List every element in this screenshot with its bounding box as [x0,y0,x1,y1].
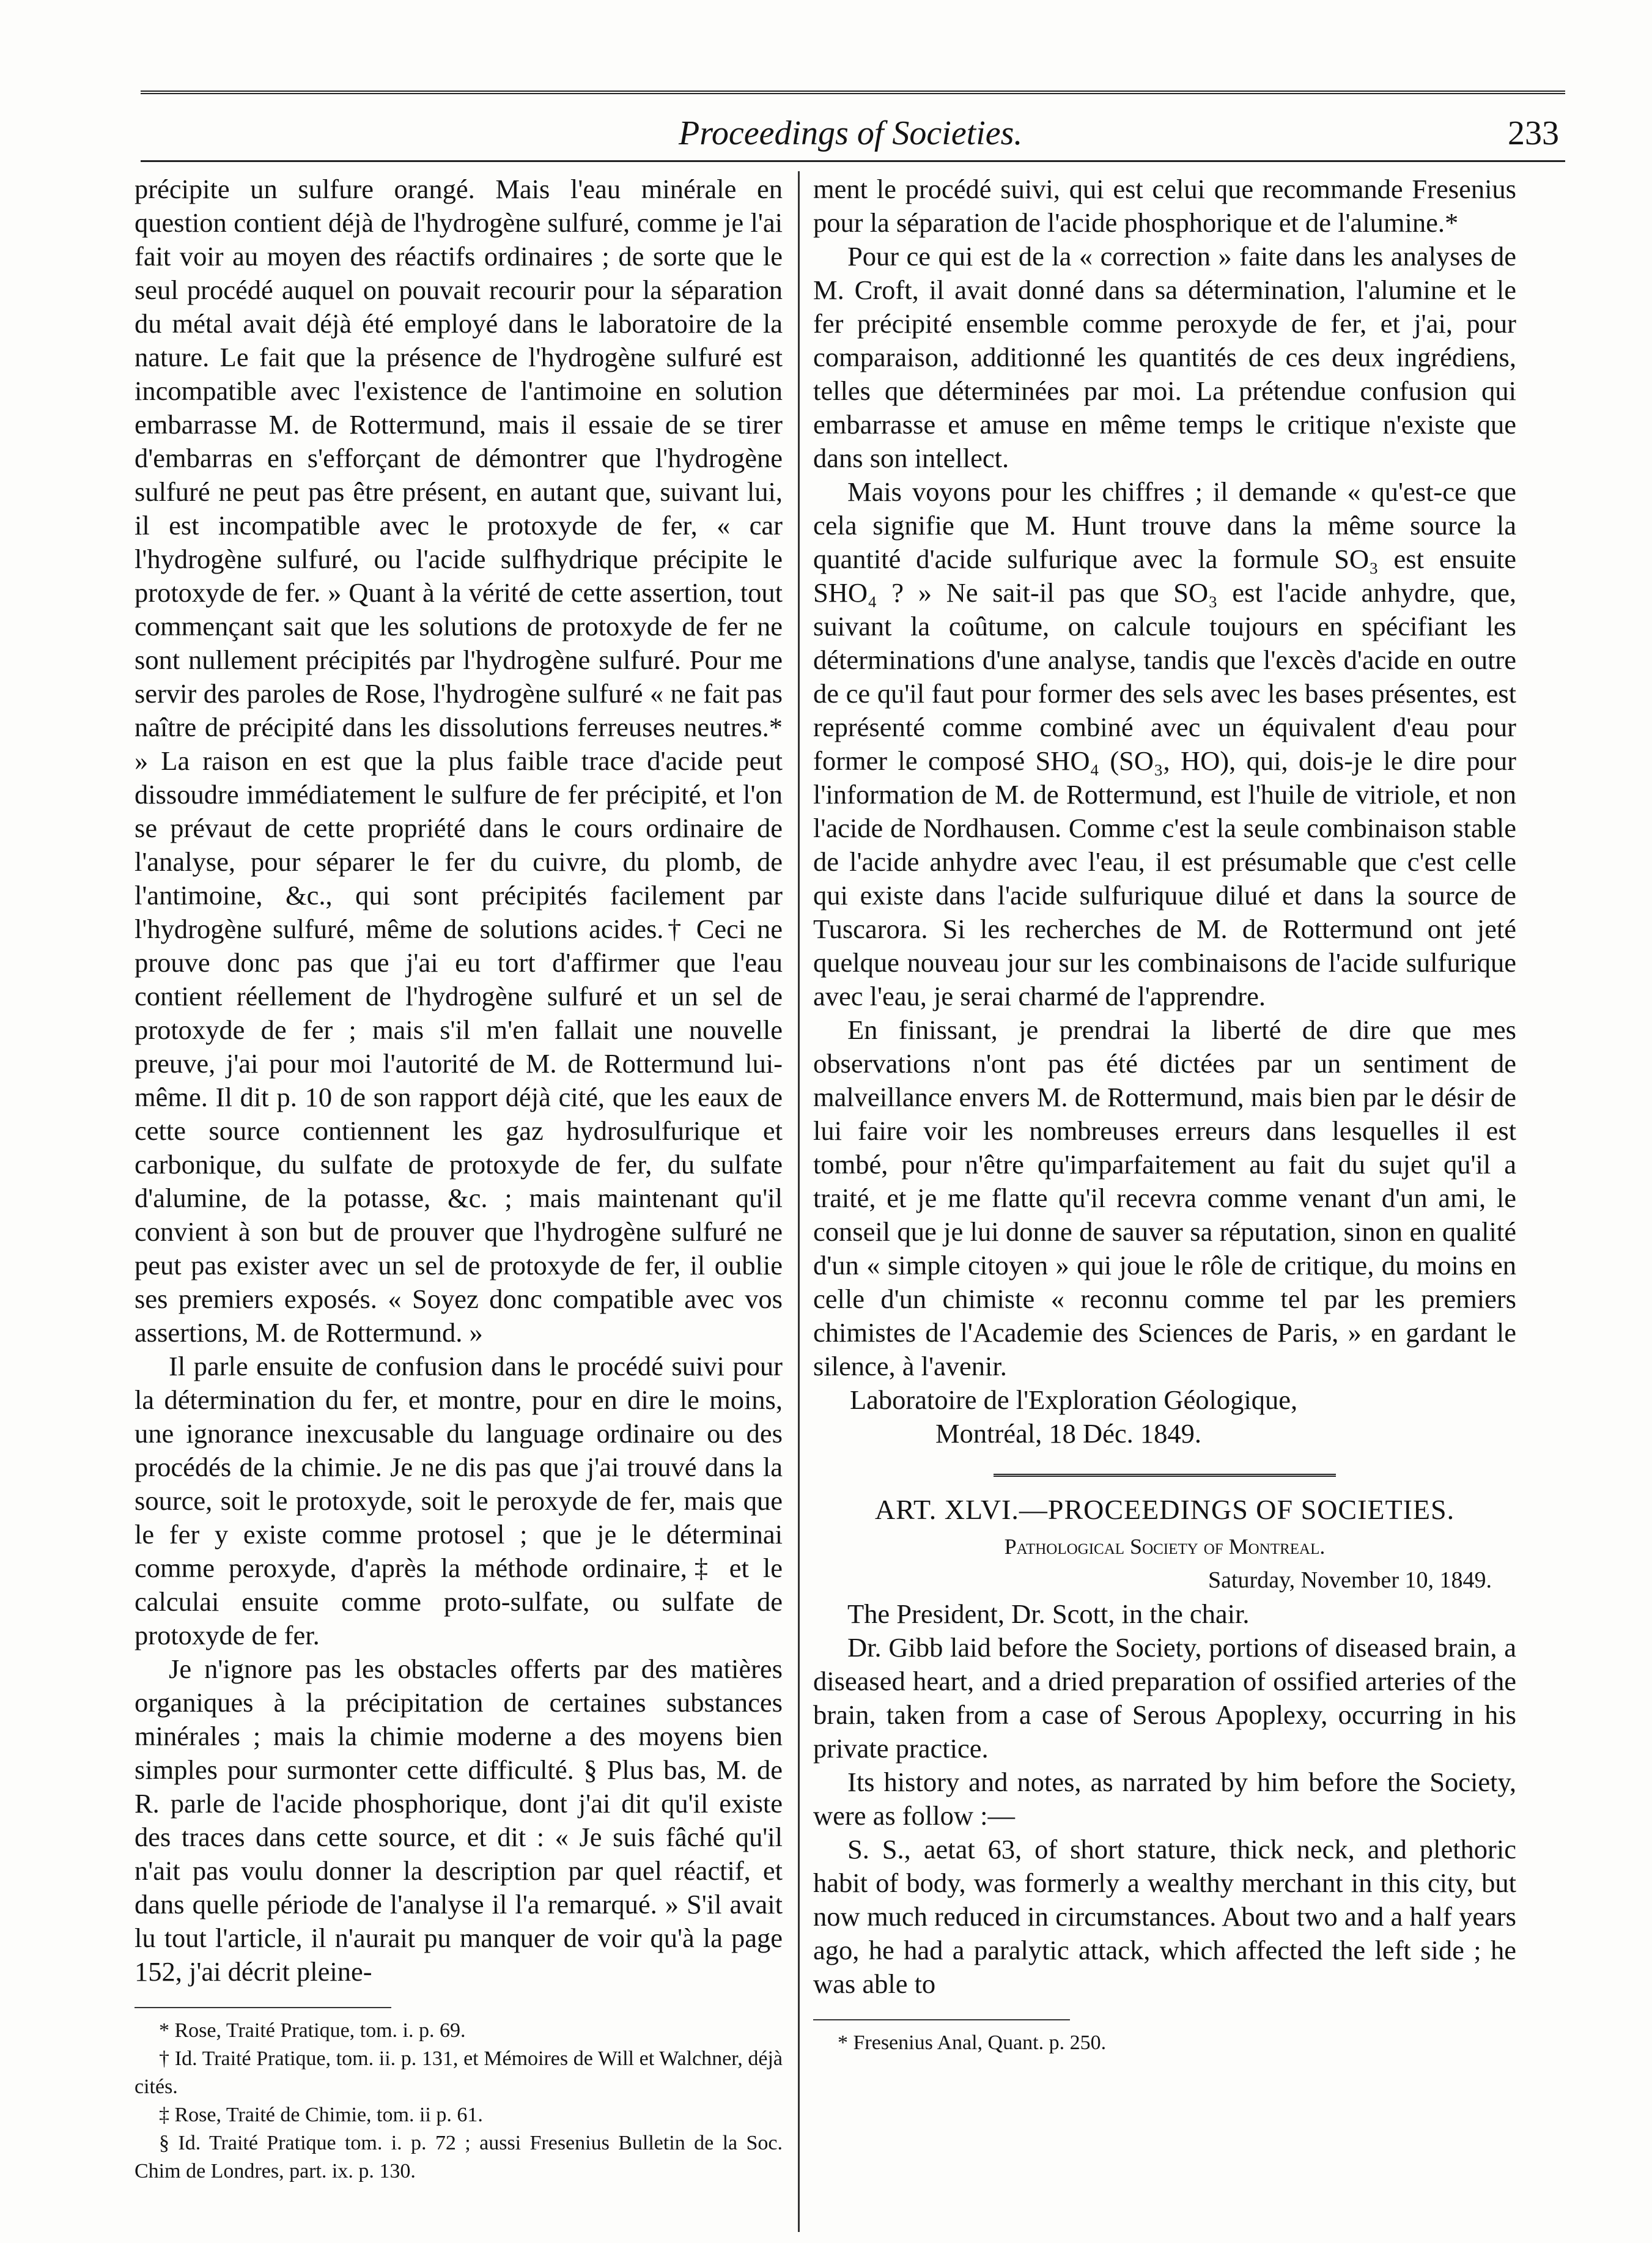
header-rule [141,160,1565,162]
left-paragraph: précipite un sulfure orangé. Mais l'eau minérale en question contient déjà de l'hydrogène sulfuré, comme je l'ai fait voir au moyen des réactifs ordinaires ; de sorte que le seul procédé auquel on pouvait recourir pour la séparation du métal avait déjà été employé dans le laboratoire de la nature. Le fait que la présence de l'hydrogène sulfuré est incompatible avec l'existence de l'antimoine en solution embarrasse M. de Rottermund, mais il essaie de se tirer d'embarras en s'efforçant de démontrer que l'hydrogène sulfuré ne peut pas être présent, en autant que, suivant lui, il est incompatible avec le protoxyde de fer, « car l'hydrogène sulfuré, ou l'acide sulfhydrique précipite le protoxyde de fer. » Quant à la vérité de cette assertion, tout commençant sait que les solutions de protoxyde de fer ne sont nullement précipités par l'hydrogène sulfuré. Pour me servir des paroles de Rose, l'hydrogène sulfuré « ne fait pas naître de précipité dans les dissolutions ferreuses neutres.* » La raison en est que la plus faible trace d'acide peut dissoudre immédiatement le sulfure de fer précipité, et l'on se prévaut de cette propriété dans le cours ordinaire de l'analyse, pour séparer le fer du cuivre, du plomb, de l'antimoine, &c., qui sont précipités facilement par l'hydrogène sulfuré, même de solutions acides.† Ceci ne prouve donc pas que j'ai eu tort d'affirmer que l'eau contient réellement de l'hydrogène sulfuré et un sel de protoxyde de fer ; mais s'il m'en fallait une nouvelle preuve, j'ai pour moi l'autorité de M. de Rottermund lui-même. Il dit p. 10 de son rapport déjà cité, que les eaux de cette source contiennent les gaz hydrosulfurique et carbonique, du sulfate de protoxyde de fer, du sulfate d'alumine, de la potasse, &c. ; mais maintenant qu'il convient à son but de prouver que l'hydrogène sulfuré ne peut pas exister avec un sel de protoxyde de fer, il oublie ses premiers exposés. « Soyez donc compatible avec vos assertions, M. de Rottermund. » [135,174,783,1348]
article-paragraph: Dr. Gibb laid before the Society, portions of diseased brain, a diseased heart, and a dried preparation of ossified arteries of the brain, taken from a case of Serous Apoplexy, occurring in his private practice. [813,1632,1516,1764]
column-divider [798,171,800,2232]
footnote-rule [813,2019,1070,2020]
article-rule [994,1474,1336,1477]
left-paragraph: Il parle ensuite de confusion dans le procédé suivi pour la détermination du fer, et montre, pour en dire le moins, une ignorance inexcusable du language ordinaire ou des procédés de la chimie. Je ne dis pas que j'ai trouvé dans la source, soit le protoxyde, soit le peroxyde de fer, mais que le fer y existe comme protosel ; que je le déterminai comme peroxyde, d'après la méthode ordinaire,‡ et le calculai ensuite comme proto-sulfate, ou sulfate de protoxyde de fer. [135,1351,783,1650]
left-footnotes [135,2017,783,2186]
right-footnotes [813,2029,1516,2057]
right-paragraph: ment le procédé suivi, qui est celui que recommande Fresenius pour la séparation de l'acide phosphorique et de l'alumine.* [813,174,1516,238]
footnote-rule [135,2007,391,2008]
right-paragraph: Pour ce qui est de la « correction » faite dans les analyses de M. Croft, il avait donné dans sa détermination, l'alumine et le fer précipité ensemble comme peroxyde de fer, et j'ai, pour comparaison, additionné les quantités de ces deux ingrédiens, telles que déterminées par moi. La prétendue confusion qui embarrasse et amuse en même temps le critique n'existe que dans son intellect. [813,241,1516,473]
signature-date: Montréal, 18 Déc. 1849. [935,1418,1202,1449]
article-paragraph: Its history and notes, as narrated by him before the Society, were as follow :— [813,1767,1516,1831]
footnote: * Fresenius Anal, Quant. p. 250. [838,2031,1107,2054]
running-header [141,109,1565,158]
article-paragraph: S. S., aetat 63, of short stature, thick neck, and plethoric habit of body, was formerly a wealthy merchant in this city, but now much reduced in circumstances. About two and a half years ago, he had a paralytic attack, which affected the left side ; he was able to [813,1834,1516,1999]
footnote: ‡ Rose, Traité de Chimie, tom. ii p. 61. [159,2104,483,2126]
footnote: § Id. Traité Pratique tom. i. p. 72 ; aussi Fresenius Bulletin de la Soc. Chim de Londres, part. ix. p. 130. [135,2132,783,2182]
footnote: † Id. Traité Pratique, tom. ii. p. 131, et Mémoires de Will et Walchner, déjà cités. [135,2047,783,2098]
right-paragraph: Mais voyons pour les chiffres ; il demande « qu'est-ce que cela signifie que M. Hunt trouve dans la même source la quantité d'acide sulfurique avec la formule SO₃ est ensuite SHO₄ ? » Ne sait-il pas que SO₃ est l'acide anhydre, que, suivant la coûtume, on calcule toujours en spécifiant les déterminations d'une analyse, tandis que l'excès d'acide en outre de ce qu'il faut pour former des sels avec les bases présentes, est représenté comme combiné avec un équivalent d'eau pour former le composé SHO₄ (SO₃, HO), qui, dois-je le dire pour l'information de M. de Rottermund, est l'huile de vitriole, et non l'acide de Nordhausen. Comme c'est la seule combinaison stable de l'acide anhydre avec l'eau, il est présumable que c'est celle qui existe dans l'acide sulfuriquue dilué et dans la source de Tuscarora. Si les recherches de M. de Rottermund ont jeté quelque nouveau jour sur les combinaisons de l'acide sulfurique avec l'eau, je serai charmé de l'apprendre. [813,476,1516,1011]
footnote: * Rose, Traité Pratique, tom. i. p. 69. [159,2019,466,2042]
article-title: ART. XLVI.—PROCEEDINGS OF SOCIETIES. [874,1494,1455,1525]
article-subtitle: Pathological Society of Montreal. [1004,1534,1326,1559]
right-column [813,172,1516,2057]
article-paragraph: The President, Dr. Scott, in the chair. [847,1598,1250,1629]
signature-place: Laboratoire de l'Exploration Géologique, [850,1384,1298,1415]
page-number: 233 [1508,114,1559,152]
top-double-rule [141,91,1565,98]
left-column [135,172,783,2186]
left-paragraph: Je n'ignore pas les obstacles offerts par des matières organiques à la précipitation de certaines substances minérales ; mais la chimie moderne a des moyens bien simples pour surmonter cette difficulté. § Plus bas, M. de R. parle de l'acide phosphorique, dont j'ai dit qu'il existe des traces dans cette source, et dit : « Je suis fâché qu'il n'ait pas voulu donner la description par quel réactif, et dans quelle période de l'analyse il l'a remarqué. » S'il avait lu tout l'article, il n'aurait pu manquer de voir qu'à la page 152, j'ai décrit pleine- [135,1654,783,1987]
article-date: Saturday, November 10, 1849. [1208,1567,1492,1593]
running-title: Proceedings of Societies. [679,114,1023,152]
right-paragraph: En finissant, je prendrai la liberté de dire que mes observations n'ont pas été dictées par un sentiment de malveillance envers M. de Rottermund, mais bien par le désir de lui faire voir les nombreuses erreurs dans lesquelles il est tombé, pour n'être qu'imparfaitement au fait du sujet qu'il a traité, et je me flatte qu'il recevra comme venant d'un ami, le conseil que je lui donne de sauver sa réputation, sinon en qualité d'un « simple citoyen » qui joue le rôle de critique, du moins en celle d'un chimiste « reconnu comme tel par les premiers chimistes de l'Academie des Sciences de Paris, » en gardant le silence, à l'avenir. [813,1014,1516,1381]
